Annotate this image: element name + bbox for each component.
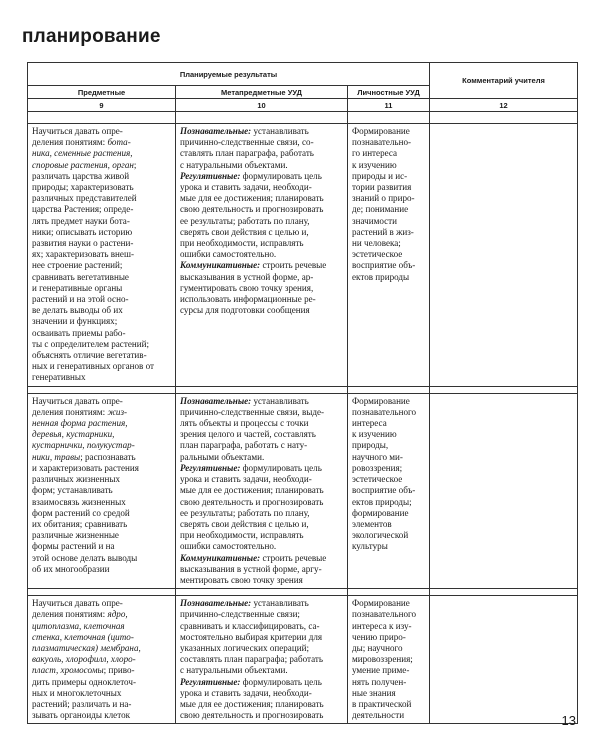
personal-results-cell: Формирование познавательного интереса к изу- чению приро- ды; научного мировоззрения; умение приме- нять получен- ные знания в практической деятельности [352,598,417,721]
text-segment: формулировать цель урока и ставить задачи, необходи- мые для ее достижения; планировать свою деятельность и прогнозировать ее результаты; работать по плану, сверять свои действия с целью и, при необходимости, исправлять ошибки самостоятельно. [180,170,324,260]
teacher-comment-cell [430,124,578,387]
category-keyword: Познавательные: [180,395,252,406]
column-header-personal: Личностные УУД [348,86,430,99]
category-keyword: Коммуникативные: [180,260,261,271]
text-segment: ; приво- дить примеры одноклеточ- ных и многоклеточных растений; различать и на- зывать органоиды клеток [32,665,136,721]
personal-results-cell: Формирование познавательно- го интереса к изучению природы и ис- тории развития знаний о приро- де; понимание значимости растений в жиз- ни человека; эстетическое восприятие объ- ектов природы [352,126,416,282]
table-row [28,596,578,724]
spacer-row [28,112,578,124]
table-row [28,124,578,387]
text-segment: формулировать цель урока и ставить задачи, необходи- мые для ее достижения; планировать свою деятельность и прогнозировать [180,676,324,721]
teacher-comment-header: Комментарий учителя [430,63,578,99]
term-list: жиз- ненная форма растения, деревья, кустарники, кустарнички, полукустар- ники, травы [32,406,135,462]
header-row [28,63,578,86]
term-list: бота- ника, семенные растения, споровые растения, орган [32,137,134,170]
text-segment: устанавливать причинно-следственные связи, выде- лять объекты и процессы с точки зрения целого и частей, составлять план параграфа, работать с нату- ральными объектами. [180,395,325,462]
row-gap [28,589,578,596]
category-keyword: Регулятивные: [180,170,241,181]
column-number-row [28,99,578,112]
text-segment: строить речевые высказывания в устной форме, ар- гументировать свою точку зрения, использовать информационные ре- сурсы для подготовки сообщения [180,260,327,316]
category-keyword: Регулятивные: [180,676,241,687]
subject-results-cell [28,124,175,386]
category-keyword: Познавательные: [180,126,252,136]
text-segment: ; различать царства живой природы; характеризовать различных представителей царства Растения; опреде- лять предмет науки бота- ники; описывать историю развития науки о растени- ях; характеризовать внеш- нее строение растений; сравнивать вегетативные и генеративные органы растений и на этой осно- ве делать выводы об их значении и функциях; осваивать приемы рабо- ты с определителем растений; объяснять отличие вегетатив- ных и генеративных органов от генеративных [32,159,155,383]
text-segment: устанавливать причинно-следственные связи, со- ставлять план параграфа, работать с натуральными объектами. [180,126,314,170]
column-number: 12 [430,99,578,112]
row-gap [28,386,578,393]
column-header-subject: Предметные [28,86,176,99]
text-segment: Научиться давать опре- деления понятиям: [32,395,123,417]
table-row [28,393,578,588]
teacher-comment-cell [430,393,578,588]
column-number: 10 [176,99,348,112]
teacher-comment-cell [430,596,578,724]
text-segment: Научиться давать опре- деления понятиям: [32,126,123,148]
text-segment: устанавливать причинно-следственные связи; сравнивать и классифицировать, са- мостоятельно выбирая критерии для указанных логических операций; составлять план параграфа; работать с натуральными объектами. [180,598,324,676]
page-title: планирование [22,26,161,47]
text-segment: Научиться давать опре- деления понятиям: [32,598,123,620]
meta-results-cell [176,124,347,318]
page-number: 13 [561,713,576,728]
category-keyword: Коммуникативные: [180,552,261,563]
text-segment: строить речевые высказывания в устной форме, аргу- ментировать свою точку зрения [180,552,327,585]
meta-results-cell [176,596,347,723]
subject-results-cell [28,394,175,577]
personal-results-cell: Формирование познавательного интереса к изучению природы, научного ми- ровоззрения; эстетическое восприятие объ- ектов природы; формирование элементов экологической культуры [352,395,417,552]
column-number: 11 [348,99,430,112]
category-keyword: Регулятивные: [180,462,241,473]
term-list: ядро, цитоплазма, клеточная стенка, клеточная (цито- плазматическая) мембрана, вакуоль, хлорофилл, хлоро- пласт, хромосомы [32,609,141,676]
text-segment: формулировать цель урока и ставить задачи, необходи- мые для ее достижения; планировать свою деятельность и прогнозировать ее результаты; работать по плану, сверять свои действия с целью и, при необходимости, исправлять ошибки самостоятельно. [180,462,324,552]
planned-results-header: Планируемые результаты [28,63,430,86]
category-keyword: Познавательные: [180,598,252,609]
column-header-meta: Метапредметные УУД [176,86,348,99]
meta-results-cell [176,394,347,588]
subject-results-cell [28,596,175,723]
planning-table [27,62,578,724]
column-number: 9 [28,99,176,112]
text-segment: ; распознавать и характеризовать растения различных жизненных форм; устанавливать взаимосвязь жизненных форм растений со средой их обитания; сравнивать различные жизненные формы растений и на этой основе делать выводы об их многообразии [32,451,139,574]
